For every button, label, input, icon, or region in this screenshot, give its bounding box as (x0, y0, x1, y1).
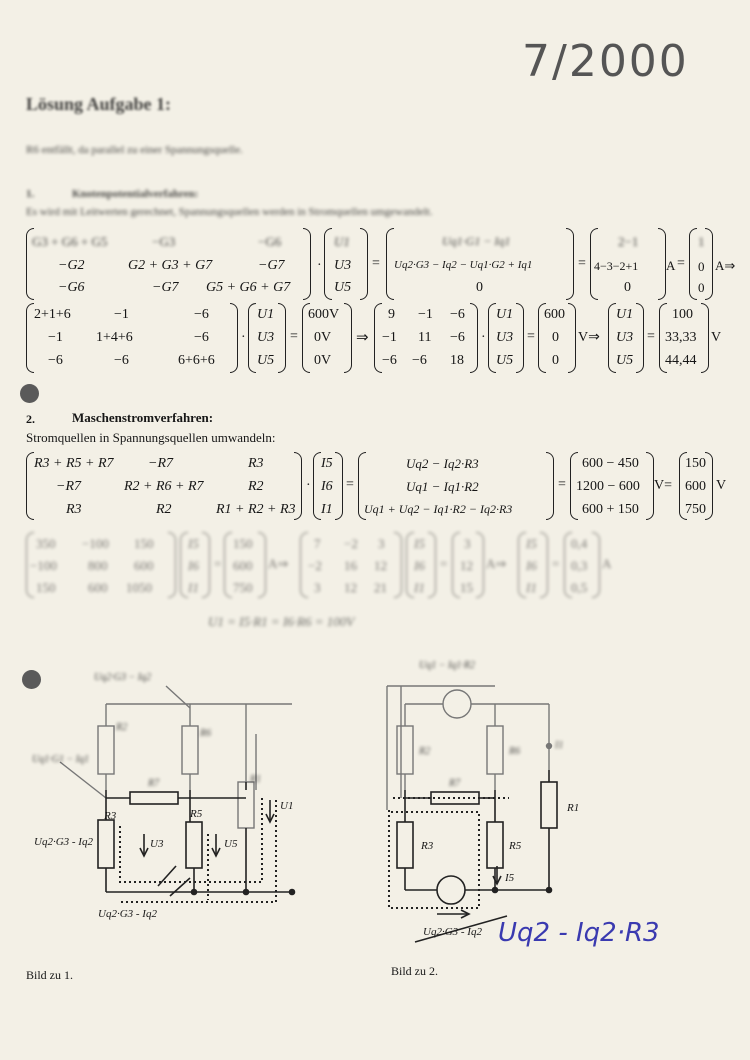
fig1-left-source: Uq1·G1 − Iq1 (32, 754, 90, 765)
m3-r0c0: R3 + R5 + R7 (34, 456, 114, 471)
m4-i6c: I6 (526, 558, 537, 573)
matrix1: G3 + G6 + G5 −G3 −G6 −G2 G2 + G3 + G7 −G7 −G6 −G7 G5 + G6 + G7 · U1 U3 U5 = Uq1·G1 − Iq1 Uq2·G3 − Iq2 − Uq1·G2 + Iq1 0 = 2−1 4−3−2+1 0 A = 1 0 0 A⇒ (26, 228, 726, 300)
m4-res1: 0,3 (571, 558, 588, 573)
m2-u1: U1 (257, 307, 275, 322)
m3-r1c0: −R7 (56, 479, 81, 494)
m1-res2: 0 (698, 280, 705, 295)
m2-u3c: U3 (616, 330, 634, 345)
m4-res0: 0,4 (571, 536, 588, 551)
m3-r0c1: −R7 (148, 456, 173, 471)
m3-num2: 600 + 150 (582, 502, 639, 517)
m1-num0: 2−1 (618, 234, 639, 249)
m4-rhs2-1: 12 (460, 558, 473, 573)
m1-num2: 0 (624, 280, 631, 295)
m4-i6b: I6 (414, 558, 425, 573)
m3-r0c2: R3 (248, 456, 264, 471)
m4-rhs1: 600 (233, 558, 253, 573)
fig1-caption: Bild zu 1. (26, 968, 73, 982)
fig1-r3-source: Uq2·G3 - Iq2 (34, 836, 93, 848)
m4-s-r2c1: 12 (344, 580, 357, 595)
m2-rhs2-0: 600 (544, 307, 565, 322)
m2-r1c2: −6 (194, 330, 209, 345)
m3-i5: I5 (321, 456, 333, 471)
m4-rhs0: 150 (233, 536, 253, 551)
matrix3: R3 + R5 + R7 −R7 R3 −R7 R2 + R6 + R7 R2 R3 R2 R1 + R2 + R3 · I5 I6 I1 = Uq2 − Iq2·R3 Uq1 − Iq1·R2 Uq1 + Uq2 − Iq1·R2 − Iq2·R3 = 600 − 450 1200 − 600 600 + 150 V= 150 600 750 V (26, 452, 726, 520)
m3-rhs0: Uq2 − Iq2·R3 (406, 456, 479, 471)
m4-s-r2c0: 3 (314, 580, 321, 595)
m2-r2c1: −6 (114, 353, 129, 368)
m2-s-r0c0: 9 (388, 307, 395, 322)
m2-rhs1: 0V (314, 330, 332, 345)
m3-rhs2: Uq1 + Uq2 − Iq1·R2 − Iq2·R3 (364, 502, 513, 516)
m1-res0: 1 (698, 234, 705, 249)
fig1-r7: R7 (148, 778, 160, 789)
m1-u1: U1 (334, 234, 350, 249)
m2-r1c0: −1 (48, 330, 63, 345)
m3-num1: 1200 − 600 (576, 479, 640, 494)
m4-r2c0: 150 (36, 580, 56, 595)
m4-i6: I6 (188, 558, 199, 573)
m1-r2c1: −G7 (152, 280, 179, 295)
m2-r2c2: 6+6+6 (178, 353, 215, 368)
fig1-r3: R3 (104, 810, 117, 822)
fig2-r6: R6 (509, 746, 521, 757)
m4-r2c2: 1050 (126, 580, 152, 595)
m3-num0: 600 − 450 (582, 456, 639, 471)
m1-unit: A (666, 258, 676, 273)
fig2-i1: I1 (555, 740, 564, 751)
m4-rhs2: 750 (233, 580, 253, 595)
section2-number: 2. (26, 412, 35, 426)
m4-s-r2c2: 21 (374, 580, 387, 595)
section2-heading: Maschenstromverfahren: (72, 410, 214, 425)
m4-result-unit: A (602, 556, 612, 571)
fig2-i5: I5 (505, 872, 515, 884)
m4-i5c: I5 (526, 536, 537, 551)
m2-r0c2: −6 (194, 307, 209, 322)
fig2-r3: R3 (421, 840, 434, 852)
m4-s-r0c0: 7 (314, 536, 321, 551)
m1-r0c1: −G3 (152, 234, 176, 249)
fig1-u5: U5 (224, 838, 238, 850)
m4-unit-b: A (486, 556, 496, 571)
matrix4: 350 −100 150 −100 800 600 150 600 1050 I5 I6 I1 = 150 600 750 A⇒ 7 −2 3 −2 16 12 3 12 21 I5 I6 I1 = 3 12 15 A⇒ I5 I6 I1 = 0,4 0,3 0,5 A (26, 532, 726, 598)
m3-r2c0: R3 (66, 502, 82, 517)
fig1-r6: R6 (200, 728, 212, 739)
m1-r0c2: −G6 (258, 234, 282, 249)
m2-unit: V (578, 330, 589, 345)
m4-i5: I5 (188, 536, 199, 551)
m1-r2c0: −G6 (58, 280, 85, 295)
m3-rhs1: Uq1 − Iq1·R2 (406, 479, 479, 494)
m3-res2: 750 (685, 502, 706, 517)
m2-res2: 44,44 (665, 353, 697, 368)
m1-u3: U3 (334, 258, 352, 273)
m3-r2c2: R1 + R2 + R3 (216, 502, 296, 517)
m2-u1b: U1 (496, 307, 514, 322)
m1-res1: 0 (698, 259, 705, 274)
figure1 (0, 650, 375, 982)
m2-s-r0c1: −1 (418, 307, 433, 322)
m4-r0c1: −100 (82, 536, 109, 551)
fig2-top-source: Uq1 − Iq1·R2 (419, 660, 475, 671)
m1-r2c2: G5 + G6 + G7 (206, 280, 291, 295)
fig1-r1: R1 (250, 774, 262, 785)
m3-r1c1: R2 + R6 + R7 (124, 479, 204, 494)
m3-r2c1: R2 (156, 502, 172, 517)
figure2-circuit (375, 650, 750, 950)
m2-s-r1c2: −6 (450, 330, 465, 345)
m4-s-r0c1: −2 (344, 536, 358, 551)
m2-s-r2c0: −6 (382, 353, 397, 368)
fig1-u3: U3 (150, 838, 164, 850)
fig1-r5: R5 (190, 808, 203, 820)
m2-s-r2c2: 18 (450, 353, 464, 368)
m2-u5c: U5 (616, 353, 634, 368)
m2-result-unit: V (711, 330, 722, 345)
m1-rhs2: 0 (476, 280, 483, 295)
m4-rhs2-2: 15 (460, 580, 473, 595)
m4-i1c: I1 (526, 580, 537, 595)
matrix2: 2+1+6 −1 −6 −1 1+4+6 −6 −6 −6 6+6+6 · U1 U3 U5 = 600V 0V 0V ⇒ 9 −1 −6 −1 11 −6 −6 −6 18 · U1 U3 U5 = 600 0 0 V⇒ U1 U3 U5 = 100 33,33 44,44 V (26, 303, 726, 373)
m4-rhs2-0: 3 (464, 536, 471, 551)
m4-r1c2: 600 (134, 558, 154, 573)
m3-res0: 150 (685, 456, 706, 471)
m3-r1c2: R2 (248, 479, 264, 494)
m2-r2c0: −6 (48, 353, 63, 368)
m2-u5: U5 (257, 353, 275, 368)
m3-unit: V= (654, 478, 673, 493)
fig2-r2: R2 (419, 746, 431, 757)
m2-s-r1c1: 11 (418, 330, 432, 345)
m4-s-r1c0: −2 (308, 558, 322, 573)
m2-r0c1: −1 (114, 307, 129, 322)
page-title: Lösung Aufgabe 1: (26, 94, 172, 114)
section1-text: Es wird mit Leitwerten gerechnet, Spannungsquellen werden in Stromquellen umgewandelt. (26, 206, 433, 218)
m2-rhs2-2: 0 (552, 353, 559, 368)
section1-number: 1. (26, 188, 35, 200)
fig1-r2: R2 (116, 722, 128, 733)
m2-rhs2-1: 0 (552, 330, 559, 345)
m1-unit-b: A⇒ (715, 258, 736, 273)
m2-r1c1: 1+4+6 (96, 330, 133, 345)
section1-heading: Knotenpotentialverfahren: (72, 188, 199, 200)
m2-rhs0: 600V (308, 307, 340, 322)
matrix4-note: U1 = I5·R1 = I6·R6 = 100V (208, 614, 355, 629)
m3-res1: 600 (685, 479, 706, 494)
m2-res1: 33,33 (665, 330, 697, 345)
m2-u3: U3 (257, 330, 275, 345)
m1-rhs0: Uq1·G1 − Iq1 (442, 234, 511, 248)
m2-s-r1c0: −1 (382, 330, 397, 345)
m4-r2c1: 600 (88, 580, 108, 595)
m2-r0c0: 2+1+6 (34, 307, 71, 322)
figure1-circuit (0, 650, 375, 950)
m4-res2: 0,5 (571, 580, 588, 595)
m2-rhs2: 0V (314, 353, 332, 368)
fig2-r1: R1 (567, 802, 580, 814)
fig2-bottom-source: Uq2·G3 - Iq2 (423, 926, 482, 938)
m1-r1c1: G2 + G3 + G7 (128, 258, 213, 273)
intro-text: R6 entfällt, da parallel zu einer Spannungsquelle. (26, 144, 243, 156)
m4-r1c0: −100 (30, 558, 57, 573)
m4-r1c1: 800 (88, 558, 108, 573)
handwritten-formula: Uq2 - Iq2·R3 (498, 918, 660, 948)
m2-s-r0c2: −6 (450, 307, 465, 322)
m3-i6: I6 (321, 479, 333, 494)
m2-u1c: U1 (616, 307, 634, 322)
m2-u5b: U5 (496, 353, 514, 368)
m3-i1: I1 (321, 502, 333, 517)
m2-u3b: U3 (496, 330, 514, 345)
m1-r1c2: −G7 (258, 258, 285, 273)
m1-rhs1: Uq2·G3 − Iq2 − Uq1·G2 + Iq1 (394, 259, 533, 271)
m1-r1c0: −G2 (58, 258, 85, 273)
m2-s-r2c1: −6 (412, 353, 427, 368)
m4-unit: A (268, 556, 278, 571)
fig2-r7: R7 (449, 778, 461, 789)
m3-result-unit: V (716, 478, 727, 493)
section2-text: Stromquellen in Spannungsquellen umwandeln: (26, 430, 276, 445)
punch-hole-1 (20, 384, 39, 403)
m1-num1: 4−3−2+1 (594, 259, 639, 273)
m1-r0c0: G3 + G6 + G5 (32, 234, 108, 249)
m4-s-r0c2: 3 (378, 536, 385, 551)
fig1-top-source: Uq2·G3 − Iq2 (94, 672, 152, 683)
m2-res0: 100 (672, 307, 693, 322)
fig2-r5: R5 (509, 840, 522, 852)
handwritten-date: 7/2000 (522, 36, 689, 87)
m4-i1: I1 (188, 580, 199, 595)
fig2-caption: Bild zu 2. (391, 964, 438, 978)
fig1-bottom-source: Uq2·G3 - Iq2 (98, 908, 157, 920)
figure2 (375, 650, 750, 978)
m4-i1b: I1 (414, 580, 425, 595)
fig1-u1: U1 (280, 800, 294, 812)
m4-s-r1c1: 16 (344, 558, 357, 573)
m1-u5: U5 (334, 280, 352, 295)
m4-i5b: I5 (414, 536, 425, 551)
m4-s-r1c2: 12 (374, 558, 387, 573)
m4-r0c2: 150 (134, 536, 154, 551)
m4-r0c0: 350 (36, 536, 56, 551)
